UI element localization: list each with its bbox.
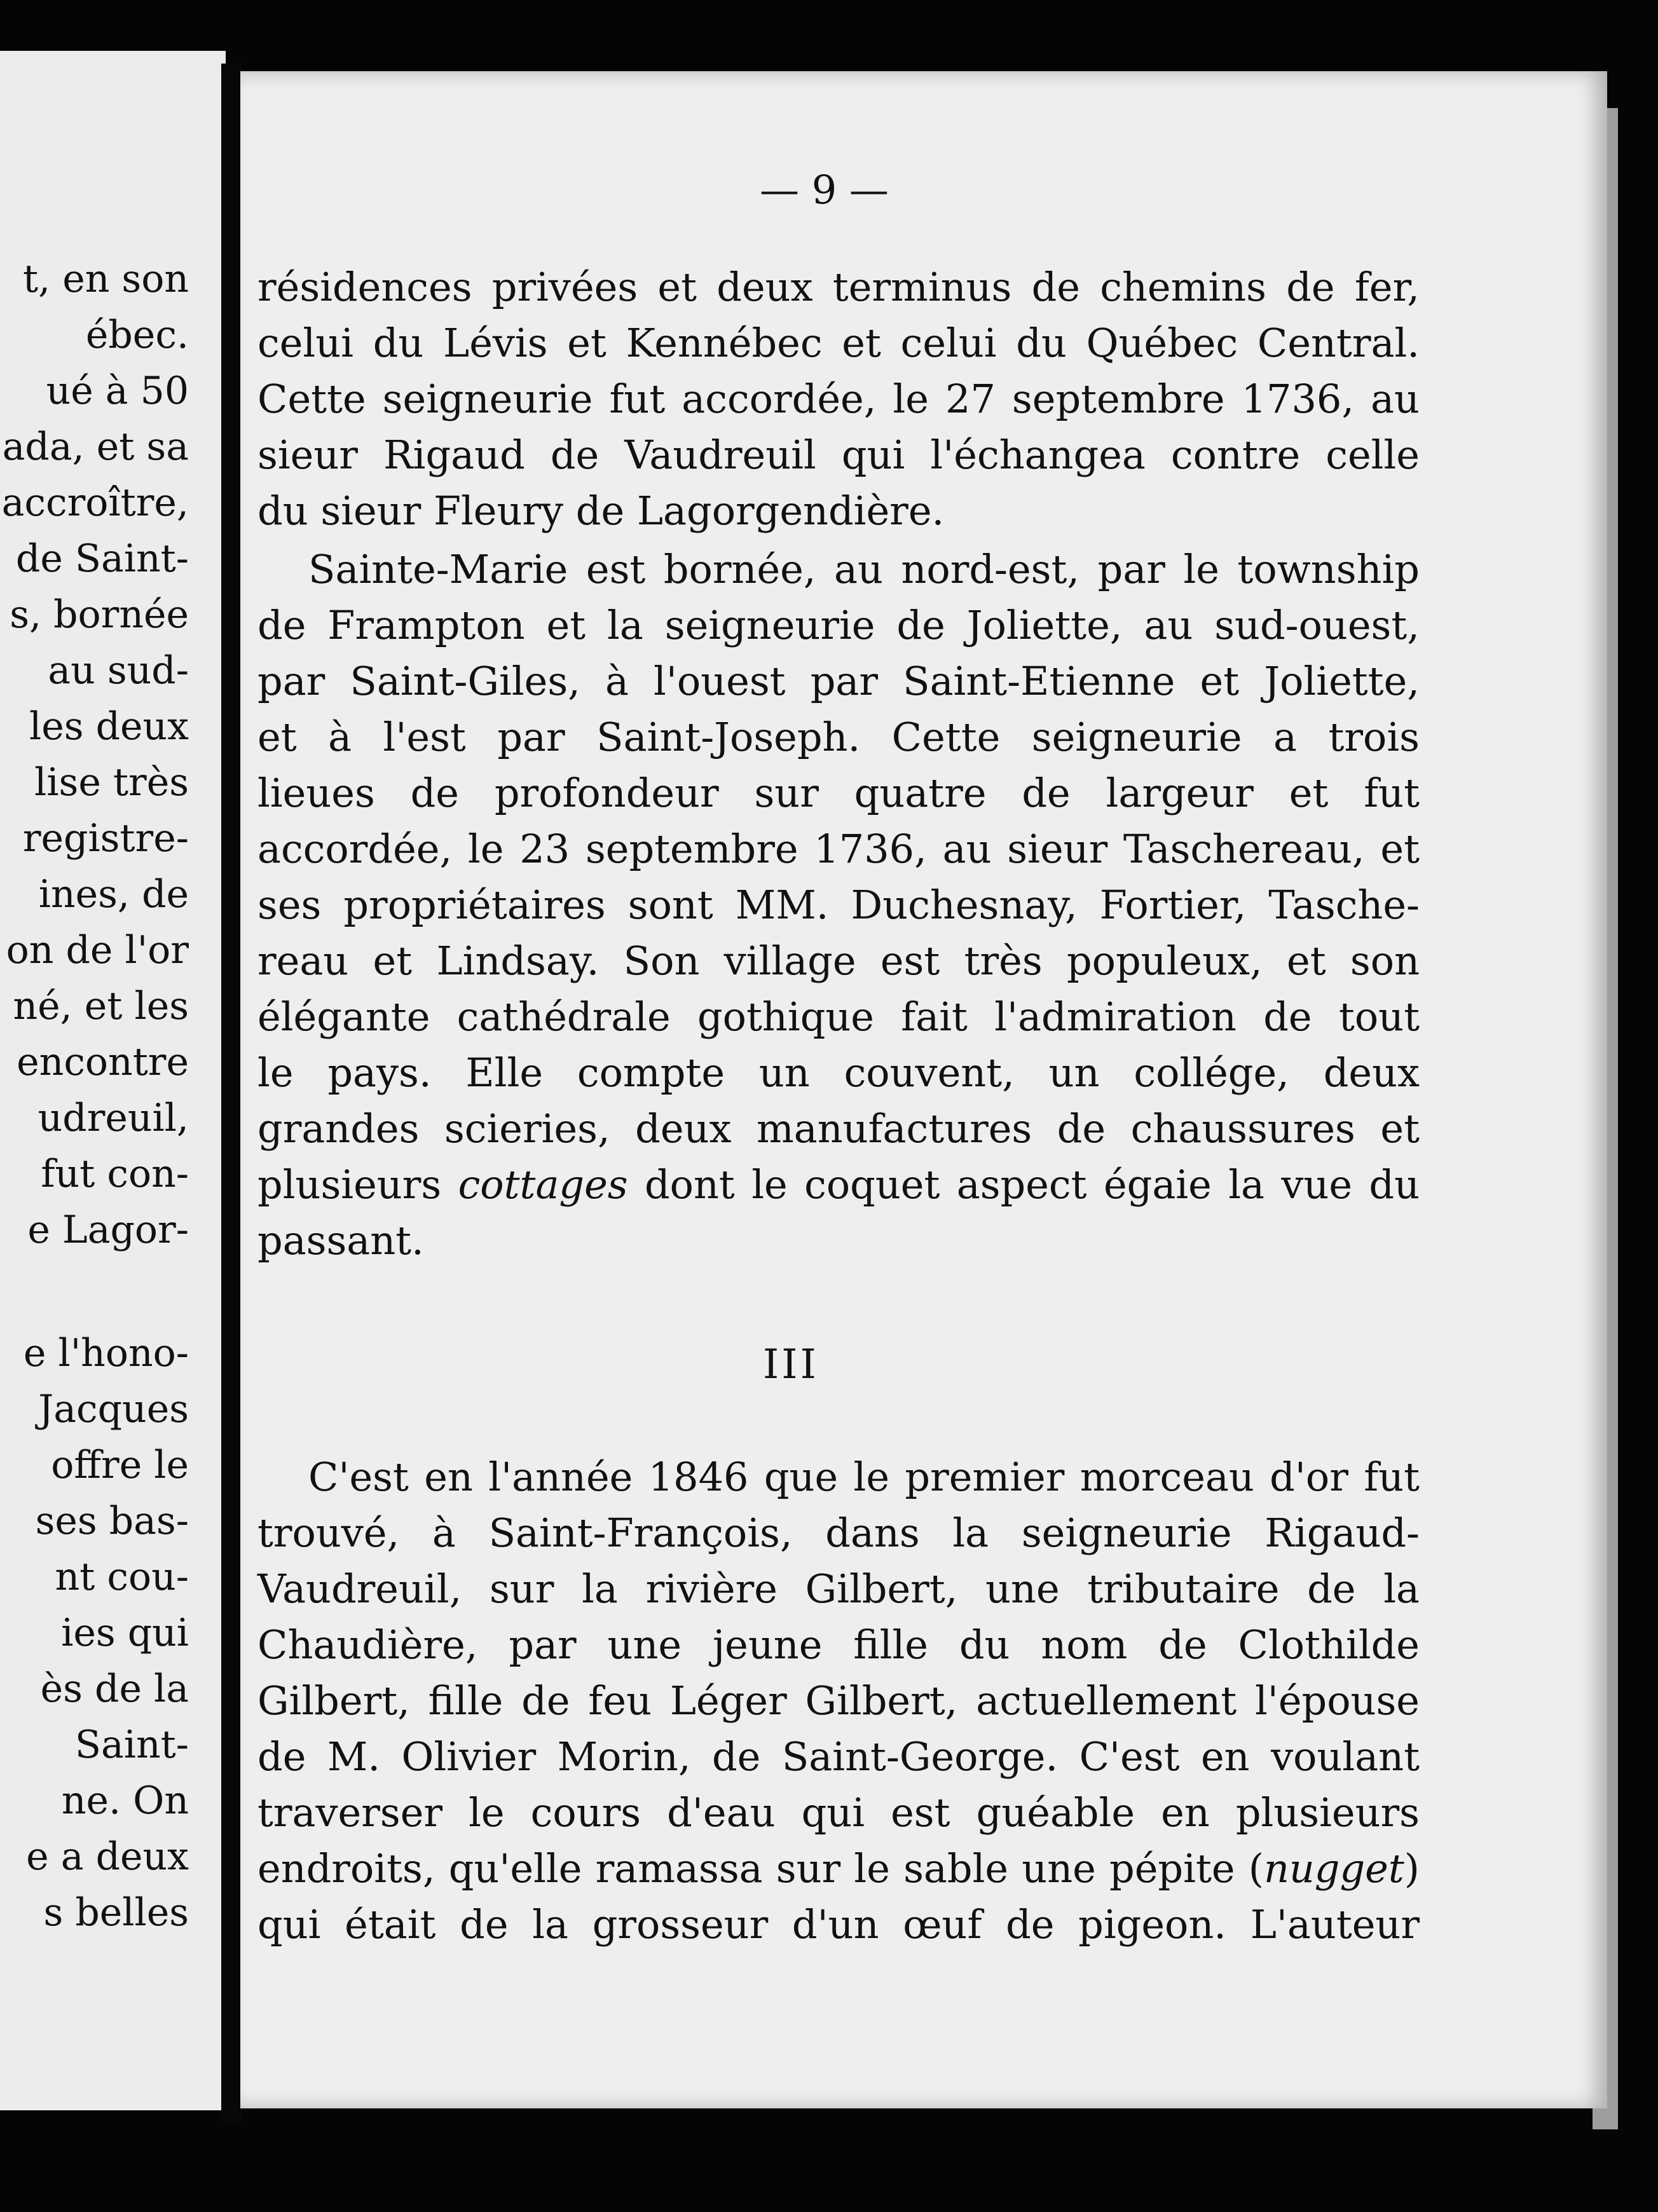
text-line: Sainte-Marie est bornée, au nord-est, par le township [308, 546, 1420, 592]
text-line: du sieur Fleury de Lagorgendière. [257, 488, 945, 534]
text-line: traverser le cours d'eau qui est guéable en plusieurs [257, 1789, 1420, 1836]
text-line: sieur Rigaud de Vaudreuil qui l'échangea contre celle [257, 432, 1420, 478]
text-line: lieues de profondeur sur quatre de largeur et fut [257, 770, 1420, 816]
text-line-with-italic [257, 1841, 1420, 1897]
text-line: Chaudière, par une jeune fille du nom de Clothilde [257, 1621, 1420, 1668]
text-line: par Saint-Giles, à l'ouest par Saint-Etienne et Joliette, [257, 658, 1420, 704]
text-line: ses propriétaires sont MM. Duchesnay, Fortier, Tasche- [257, 882, 1420, 928]
italic-word: cottages [458, 1161, 628, 1208]
left-line: né, et les [13, 984, 189, 1028]
left-line: ne. On [61, 1778, 189, 1823]
text-line: trouvé, à Saint-François, dans la seigneurie Rigaud- [257, 1510, 1420, 1556]
left-line: nt cou- [55, 1555, 189, 1599]
left-line: Saint- [74, 1723, 189, 1767]
left-line: t, en son [22, 257, 189, 301]
text-line: et à l'est par Saint-Joseph. Cette seigneurie a trois [257, 714, 1420, 760]
left-line: s, bornée [10, 592, 189, 637]
left-line: accroître, [1, 481, 189, 525]
left-line: offre le [51, 1443, 189, 1487]
text-line: accordée, le 23 septembre 1736, au sieur Taschereau, et [257, 826, 1420, 872]
left-line: ines, de [38, 872, 189, 917]
left-line: udreuil, [38, 1096, 189, 1140]
left-line: ies qui [61, 1611, 189, 1655]
left-page-fragment [0, 51, 226, 2110]
text-span: plusieurs [257, 1161, 458, 1208]
left-line: Jacques [38, 1387, 189, 1431]
left-line: les deux [29, 704, 189, 749]
left-line: de Saint- [15, 536, 189, 581]
left-line: s belles [43, 1890, 189, 1935]
text-span: dont le coquet aspect égaie la vue du [627, 1161, 1420, 1208]
text-line-with-italic [257, 1157, 1420, 1213]
text-line: reau et Lindsay. Son village est très populeux, et son [257, 938, 1420, 984]
left-line: e l'hono- [23, 1331, 189, 1376]
book-gutter [221, 64, 242, 2123]
page-number: — 9 — [760, 167, 889, 213]
left-line: ès de la [40, 1667, 189, 1711]
left-line: registre- [22, 816, 189, 861]
left-line: fut con- [41, 1152, 189, 1196]
text-line: résidences privées et deux terminus de chemins de fer, [257, 264, 1420, 310]
text-line: de M. Olivier Morin, de Saint-George. C'est en voulant [257, 1733, 1420, 1780]
text-line: élégante cathédrale gothique fait l'admiration de tout [257, 993, 1420, 1040]
left-line: lise très [34, 760, 189, 805]
text-line: Vaudreuil, sur la rivière Gilbert, une tributaire de la [257, 1566, 1420, 1612]
text-line: passant. [257, 1217, 424, 1264]
left-line: ué à 50 [46, 369, 189, 413]
left-line: au sud- [48, 648, 189, 693]
left-line: e a deux [26, 1834, 189, 1879]
left-line: ada, et sa [2, 425, 189, 469]
text-line: de Frampton et la seigneurie de Joliette, au sud-ouest, [257, 602, 1420, 648]
text-line: le pays. Elle compte un couvent, un collége, deux [257, 1049, 1420, 1096]
left-line: ses bas- [35, 1499, 189, 1543]
text-span: endroits, qu'elle ramassa sur le sable une pépite ( [257, 1845, 1264, 1892]
text-line: qui était de la grosseur d'un œuf de pigeon. L'auteur [257, 1901, 1420, 1948]
section-heading: III [763, 1341, 819, 1388]
text-line: grandes scieries, deux manufactures de chaussures et [257, 1105, 1420, 1152]
left-line: encontre [17, 1040, 189, 1084]
left-line: ébec. [85, 313, 189, 357]
text-span: ) [1404, 1845, 1420, 1892]
text-line: C'est en l'année 1846 que le premier morceau d'or fut [308, 1454, 1420, 1500]
italic-word: nugget [1263, 1845, 1404, 1892]
left-line: on de l'or [6, 928, 189, 973]
text-line: celui du Lévis et Kennébec et celui du Québec Central. [257, 320, 1420, 366]
text-line: Cette seigneurie fut accordée, le 27 septembre 1736, au [257, 376, 1420, 422]
left-line: e Lagor- [27, 1208, 189, 1252]
text-line: Gilbert, fille de feu Léger Gilbert, actuellement l'épouse [257, 1677, 1420, 1724]
